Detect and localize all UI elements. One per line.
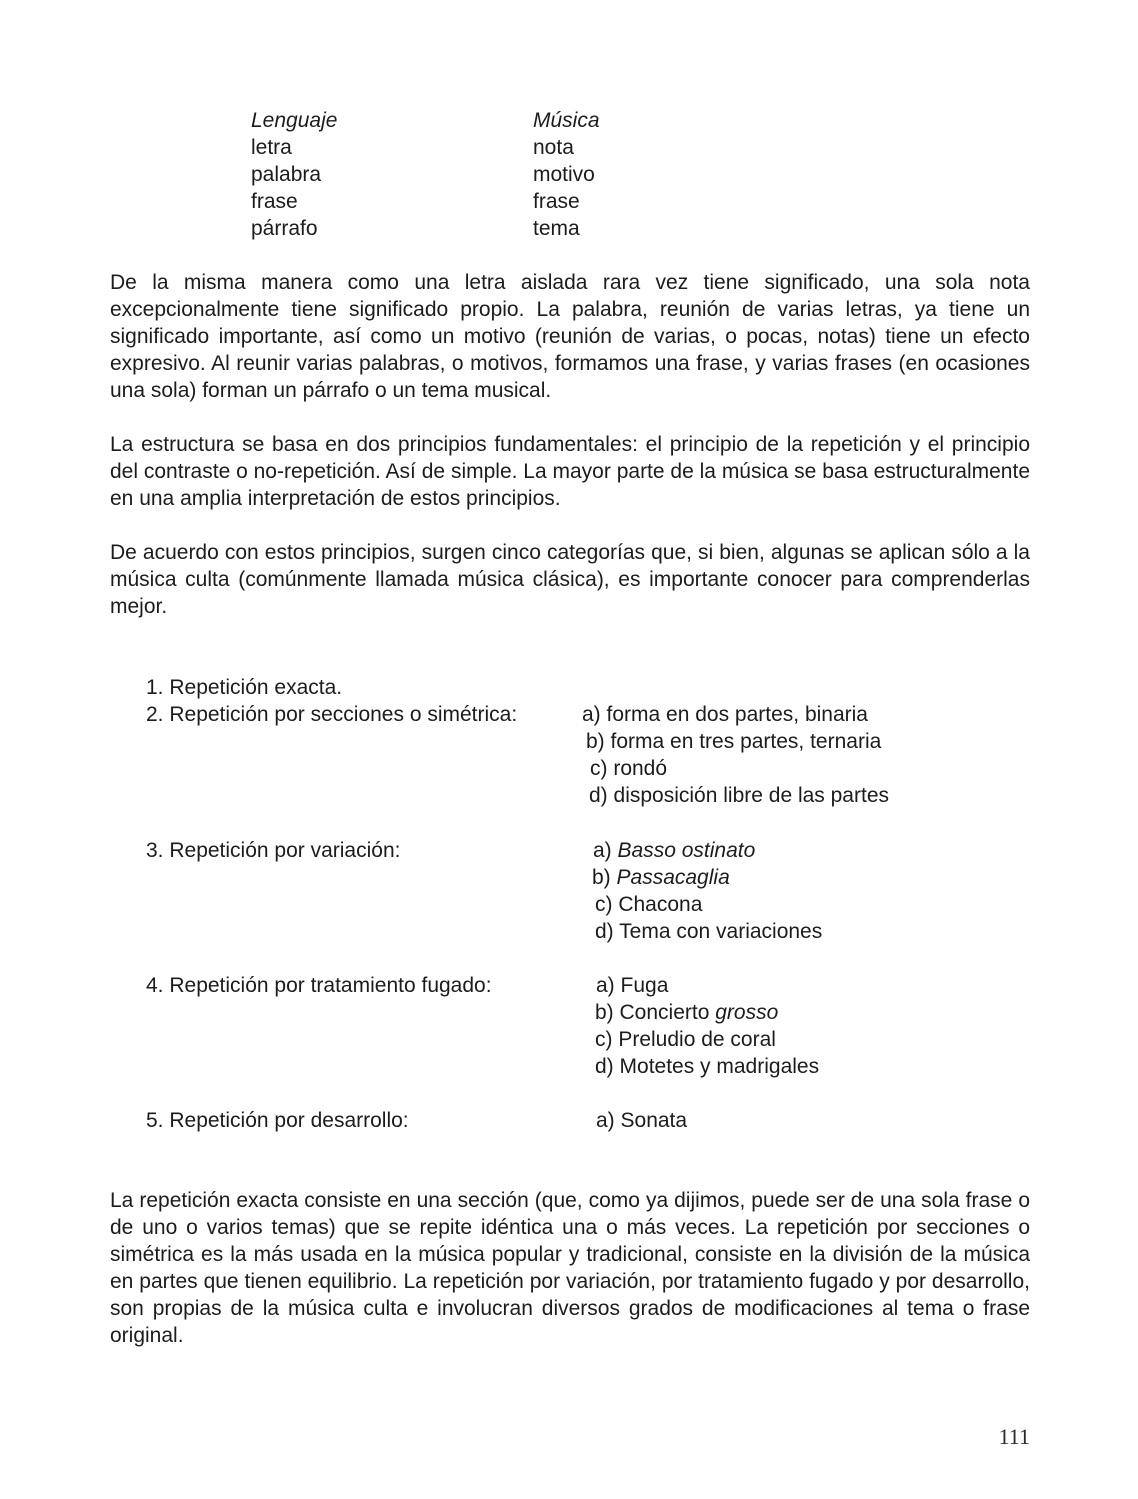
music-term: tema [533, 217, 580, 240]
comparison-row [251, 134, 751, 161]
subcategory-item: c) Preludio de coral [595, 1028, 776, 1051]
paragraph-structure-principles: La estructura se basa en dos principios fundamentales: el principio de la repetición y el principio del contraste o no-repetición. Así de simple. La mayor parte de la música se basa estructuralmente en una amplia interpretación de estos principios. [110, 433, 1030, 510]
language-term: párrafo [251, 217, 318, 240]
music-term: motivo [533, 163, 595, 186]
subcategory-item: b) Passacaglia [592, 866, 730, 889]
subcategory-item: b) Concierto grosso [595, 1001, 779, 1024]
subcategory-item: d) disposición libre de las partes [589, 784, 889, 807]
subcategory-item: c) rondó [590, 757, 668, 780]
subcategory-item: a) forma en dos partes, binaria [582, 703, 868, 726]
page-number: 111 [998, 1424, 1030, 1449]
language-term: frase [251, 190, 298, 213]
category-item: 5. Repetición por desarrollo: [146, 1109, 409, 1132]
comparison-table [251, 107, 751, 242]
header-language: Lenguaje [251, 109, 338, 132]
subcategory-item: d) Motetes y madrigales [595, 1055, 820, 1078]
category-item: 1. Repetición exacta. [146, 676, 343, 699]
paragraph-repetition-explanation: La repetición exacta consiste en una sección (que, como ya dijimos, puede ser de una sola frase o de uno o varios temas) que se repite idéntica una o más veces. La repetición por secciones o simétrica es la más usada en la música popular y tradicional, consiste en la división de la música en partes que tienen equilibrio. La repetición por variación, por tratamiento fugado y por desarrollo, son propias de la música culta e involucran diversos grados de modificaciones al tema o frase original. [110, 1189, 1030, 1347]
category-item: 2. Repetición por secciones o simétrica: [146, 703, 518, 726]
subcategory-item: a) Sonata [596, 1109, 688, 1132]
paragraph-letters-notes: De la misma manera como una letra aislada rara vez tiene significado, una sola nota excepcionalmente tiene significado propio. La palabra, reunión de varias letras, ya tiene un significado importante, así como un motivo (reunión de varias, o pocas, notas) tiene un efecto expresivo. Al reunir varias palabras, o motivos, formamos una frase, y varias frases (en ocasiones una sola) forman un párrafo o un tema musical. [110, 271, 1030, 402]
category-item: 3. Repetición por variación: [146, 839, 401, 862]
subcategory-item: c) Chacona [595, 893, 703, 916]
language-term: letra [251, 136, 292, 159]
subcategory-item: b) forma en tres partes, ternaria [586, 730, 882, 753]
music-term: frase [533, 190, 580, 213]
paragraph-five-categories: De acuerdo con estos principios, surgen cinco categorías que, si bien, algunas se aplican sólo a la música culta (comúnmente llamada música clásica), es importante conocer para comprenderlas mejor. [110, 541, 1030, 618]
comparison-row [251, 161, 751, 188]
music-term: nota [533, 136, 574, 159]
subcategory-item: a) Basso ostinato [593, 839, 756, 862]
language-term: palabra [251, 163, 322, 186]
subcategory-item: d) Tema con variaciones [595, 920, 823, 943]
comparison-row [251, 215, 751, 242]
header-music: Música [533, 109, 600, 132]
comparison-header-row [251, 107, 751, 134]
comparison-row [251, 188, 751, 215]
subcategory-item: a) Fuga [596, 974, 669, 997]
category-item: 4. Repetición por tratamiento fugado: [146, 974, 492, 997]
